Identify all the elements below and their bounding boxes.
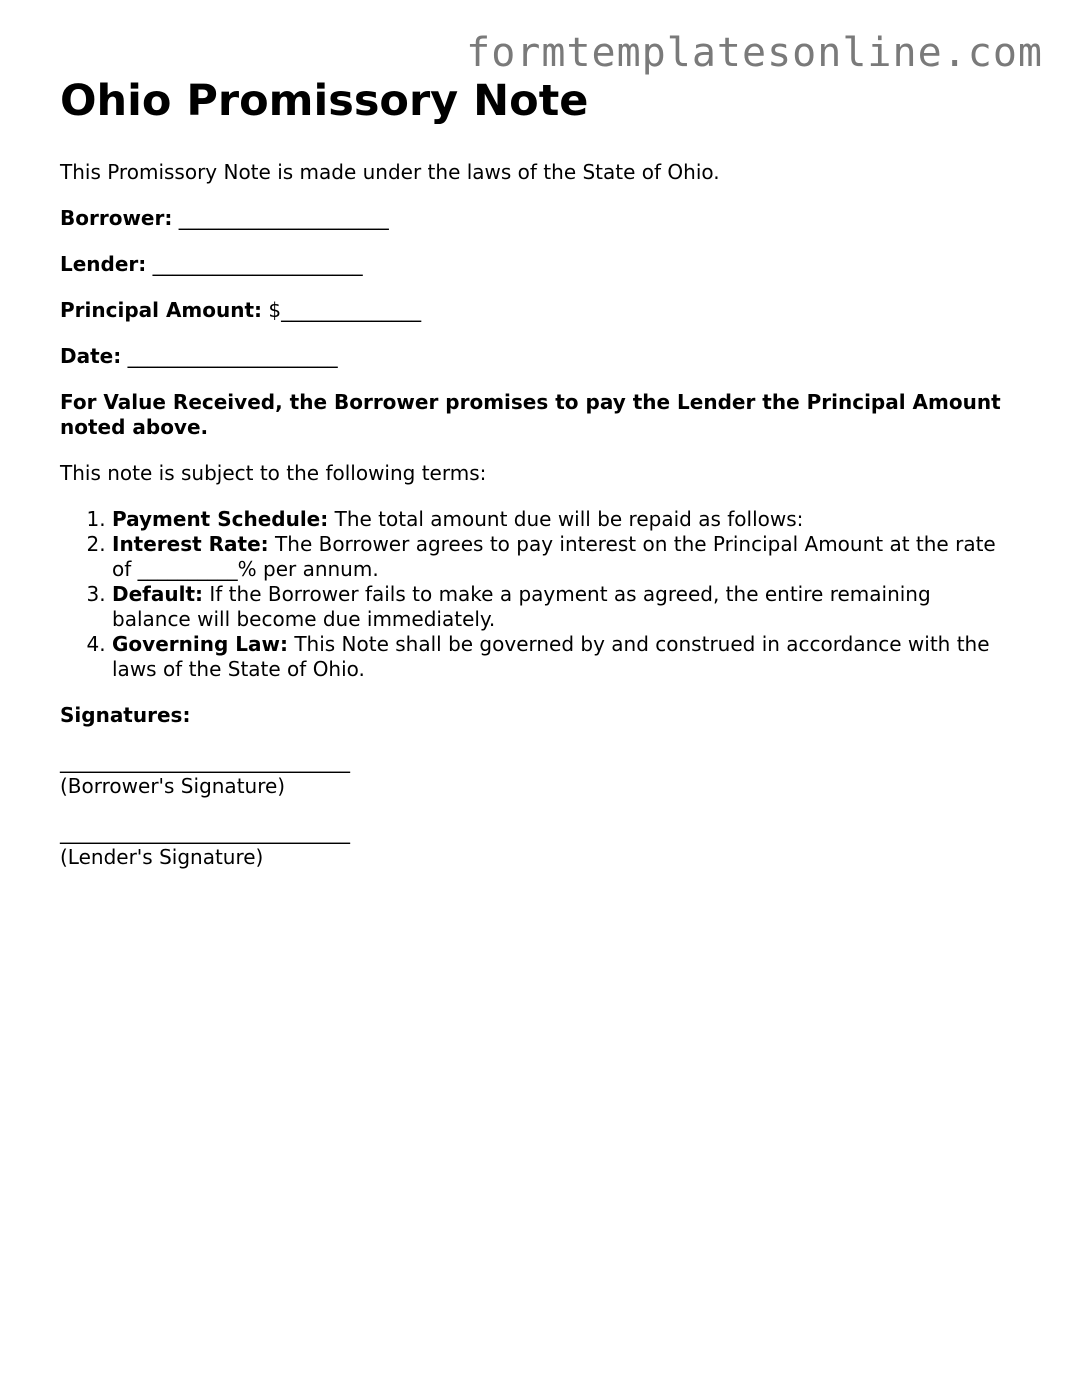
lender-label: Lender: (60, 252, 147, 276)
term-item (112, 507, 1010, 532)
borrower-blank: _____________________ (178, 206, 389, 230)
lender-blank: _____________________ (152, 252, 363, 276)
principal-blank: $______________ (268, 298, 422, 322)
term-text: The Borrower agrees to pay interest on the Principal Amount at the rate of __________% per annum. (112, 532, 996, 581)
term-label: Payment Schedule: (112, 507, 329, 531)
borrower-field (60, 206, 1010, 231)
signatures-heading: Signatures: (60, 703, 191, 727)
watermark: formtemplatesonline.com (466, 30, 1043, 76)
date-label: Date: (60, 344, 122, 368)
term-label: Governing Law: (112, 632, 288, 656)
value-received-statement: For Value Received, the Borrower promises to pay the Lender the Principal Amount noted above. (60, 390, 1001, 439)
page-title: Ohio Promissory Note (60, 76, 589, 126)
term-label: Interest Rate: (112, 532, 269, 556)
term-text: The total amount due will be repaid as follows: (334, 507, 804, 531)
principal-label: Principal Amount: (60, 298, 263, 322)
borrower-signature-line: _____________________________ (60, 749, 350, 773)
term-text: If the Borrower fails to make a payment as agreed, the entire remaining balance will become due immediately. (112, 582, 931, 631)
document-page (60, 70, 1010, 891)
principal-field (60, 298, 1010, 323)
date-blank: _____________________ (127, 344, 338, 368)
borrower-signature-block (60, 749, 1010, 799)
borrower-label: Borrower: (60, 206, 173, 230)
term-item (112, 582, 1010, 632)
date-field (60, 344, 1010, 369)
term-item (112, 632, 1010, 682)
lender-signature-caption: (Lender's Signature) (60, 845, 264, 869)
lender-signature-block (60, 820, 1010, 870)
terms-list (60, 507, 1010, 682)
terms-intro: This note is subject to the following terms: (60, 461, 487, 485)
term-item (112, 532, 1010, 582)
intro-text: This Promissory Note is made under the laws of the State of Ohio. (60, 160, 720, 184)
borrower-signature-caption: (Borrower's Signature) (60, 774, 286, 798)
term-text: This Note shall be governed by and construed in accordance with the laws of the State of Ohio. (112, 632, 990, 681)
lender-field (60, 252, 1010, 277)
term-label: Default: (112, 582, 204, 606)
lender-signature-line: _____________________________ (60, 820, 350, 844)
